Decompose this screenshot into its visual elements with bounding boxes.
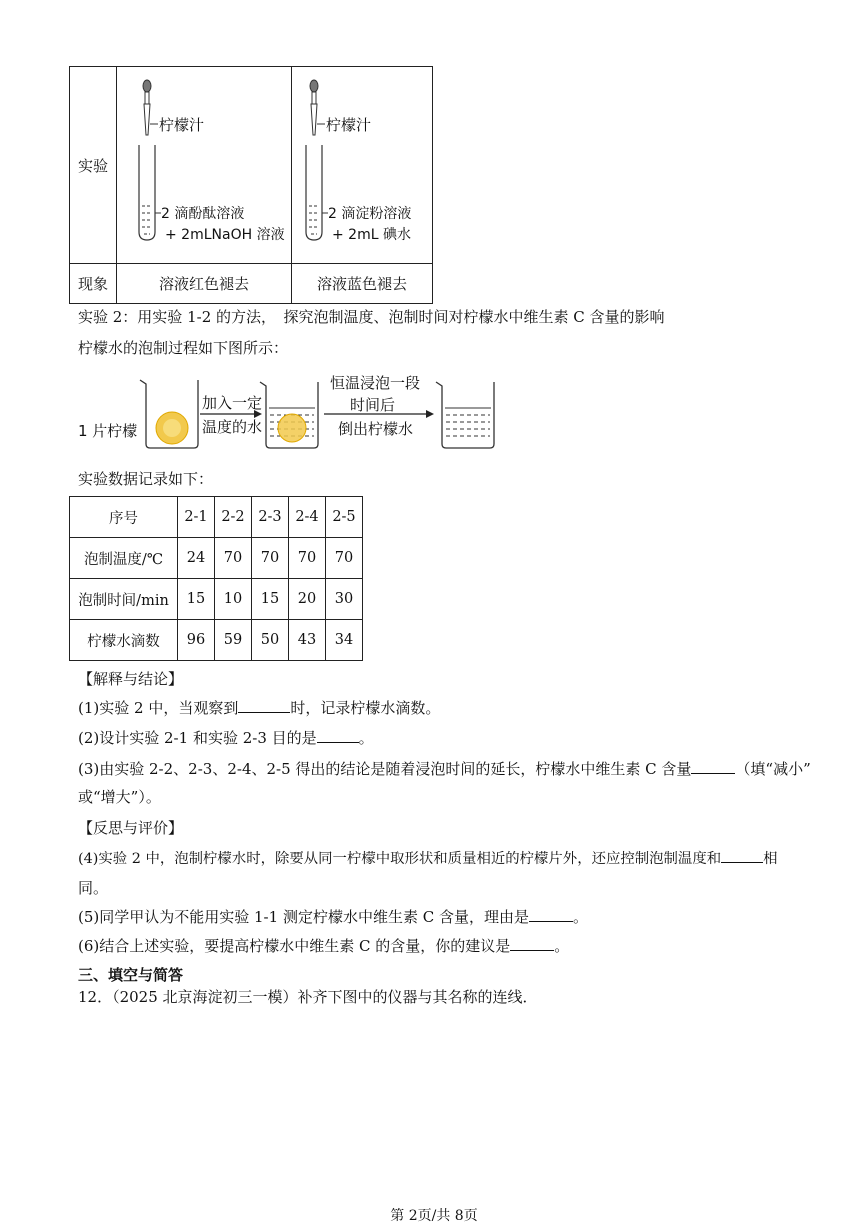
table-cell: 70 — [215, 538, 252, 579]
header-cell: 2-4 — [289, 497, 326, 538]
table-cell: 10 — [215, 579, 252, 620]
header-cell: 2-2 — [215, 497, 252, 538]
page-footer: 第 2页/共 8页 — [390, 1208, 478, 1224]
header-cell: 2-1 — [178, 497, 215, 538]
step2-label-line3: 倒出柠檬水 — [338, 420, 414, 438]
table-cell: 96 — [178, 620, 215, 661]
question-3-continued: 或“增大”）。 — [78, 788, 161, 806]
question-3: (3)由实验 2-2、2-3、2-4、2-5 得出的结论是随着浸泡时间的延长，柠檬水中维生素 C 含量 （填“减小” — [78, 760, 811, 778]
question-1: (1)实验 2 中，当观察到 时，记录柠檬水滴数。 — [78, 699, 441, 717]
table-cell: 59 — [215, 620, 252, 661]
tube-label-line2: + 2mLNaOH 溶液 — [165, 227, 285, 243]
lemon-slice-icon — [278, 414, 306, 442]
header-cell: 2-3 — [252, 497, 289, 538]
experiment-1-table — [69, 66, 433, 304]
step2-label-line1: 恒温浸泡一段 — [330, 374, 421, 392]
table-cell: 15 — [252, 579, 289, 620]
step1-label-line2: 温度的水 — [202, 418, 263, 436]
answer-blank[interactable] — [510, 936, 554, 951]
dropper-label: 柠檬汁 — [326, 116, 372, 134]
header-cell: 2-5 — [326, 497, 363, 538]
table-row — [70, 538, 363, 579]
row-label: 泡制温度/℃ — [70, 538, 178, 579]
experiment-right-cell — [292, 67, 433, 264]
tube-label-line1: 2 滴酚酞溶液 — [161, 206, 245, 222]
answer-blank[interactable] — [317, 728, 359, 743]
data-intro: 实验数据记录如下： — [78, 470, 214, 488]
answer-blank[interactable] — [721, 848, 763, 863]
lemon-water-process-diagram — [74, 370, 504, 455]
dropper-and-test-tube-diagram — [117, 67, 291, 263]
table-cell: 50 — [252, 620, 289, 661]
dropper-and-test-tube-diagram — [292, 67, 432, 263]
answer-blank[interactable] — [529, 907, 573, 922]
table-cell: 24 — [178, 538, 215, 579]
table-cell: 70 — [289, 538, 326, 579]
dropper-label: 柠檬汁 — [159, 116, 205, 134]
table-cell: 43 — [289, 620, 326, 661]
section-3-title: 三、填空与简答 — [78, 966, 184, 984]
row-label: 柠檬水滴数 — [70, 620, 178, 661]
beaker-icon — [436, 382, 494, 448]
row-label-phenomenon: 现象 — [70, 264, 117, 304]
section-reflect-heading: 【反思与评价】 — [78, 819, 184, 837]
lemon-label: 1 片柠檬 — [78, 422, 138, 440]
tube-label-line2: + 2mL 碘水 — [332, 227, 411, 243]
question-5: (5)同学甲认为不能用实验 1-1 测定柠檬水中维生素 C 含量，理由是 。 — [78, 908, 588, 926]
question-4-continued: 同。 — [78, 879, 109, 897]
table-row — [70, 579, 363, 620]
table-cell: 34 — [326, 620, 363, 661]
step1-label-line1: 加入一定 — [202, 394, 263, 412]
section-explain-heading: 【解释与结论】 — [78, 670, 184, 688]
tube-label-line1: 2 滴淀粉溶液 — [328, 206, 412, 222]
process-intro: 柠檬水的泡制过程如下图所示： — [78, 339, 289, 357]
row-label: 泡制时间/min — [70, 579, 178, 620]
step2-label-line2: 时间后 — [350, 396, 396, 414]
answer-blank[interactable] — [691, 759, 735, 774]
table-cell: 70 — [326, 538, 363, 579]
question-2: (2)设计实验 2-1 和实验 2-3 目的是 。 — [78, 729, 374, 747]
question-6: (6)结合上述实验，要提高柠檬水中维生素 C 的含量，你的建议是 。 — [78, 937, 570, 955]
answer-blank[interactable] — [238, 698, 290, 713]
table-cell: 30 — [326, 579, 363, 620]
table-cell: 70 — [252, 538, 289, 579]
header-cell: 序号 — [70, 497, 178, 538]
table-header-row — [70, 497, 363, 538]
data-table — [69, 496, 363, 661]
question-4: (4)实验 2 中，泡制柠檬水时，除要从同一柠檬中取形状和质量相近的柠檬片外，还应控制泡制温度和 相 — [78, 847, 778, 868]
table-cell: 20 — [289, 579, 326, 620]
row-label-experiment: 实验 — [70, 67, 117, 264]
phenomenon-right: 溶液蓝色褪去 — [292, 264, 433, 304]
question-12: 12．（2025 北京海淀初三一模）补齐下图中的仪器与其名称的连线． — [78, 988, 538, 1006]
table-row — [70, 620, 363, 661]
experiment-2-intro: 实验 2：用实验 1-2 的方法， 探究泡制温度、泡制时间对柠檬水中维生素 C 含量的影响 — [78, 308, 665, 326]
experiment-left-cell — [117, 67, 292, 264]
phenomenon-left: 溶液红色褪去 — [117, 264, 292, 304]
table-cell: 15 — [178, 579, 215, 620]
